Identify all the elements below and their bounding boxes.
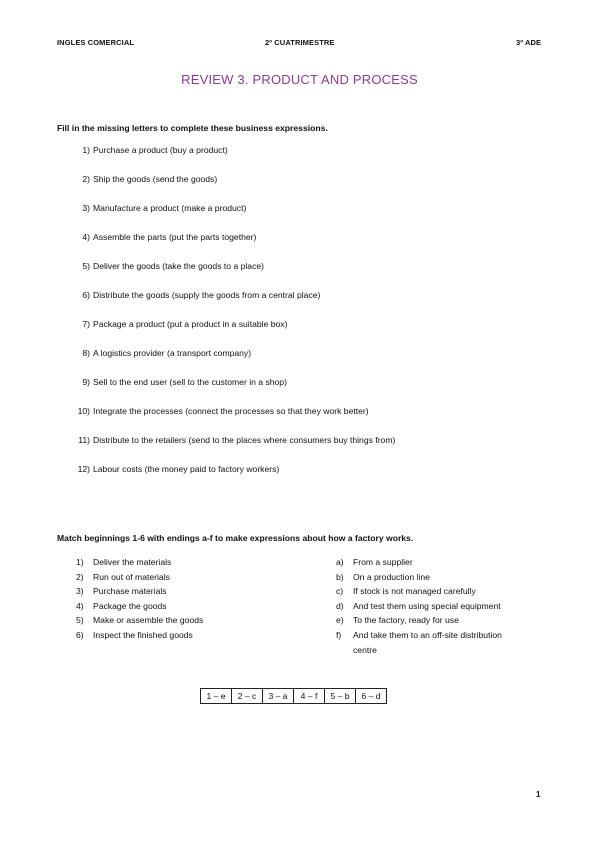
- page-number: 1: [536, 790, 541, 799]
- list-item: 1) Purchase a product (buy a product): [82, 145, 228, 155]
- answer-table: [200, 688, 387, 704]
- list-item: 11) Distribute to the retailers (send to the places where consumers buy things from): [78, 435, 396, 445]
- page-title: REVIEW 3. PRODUCT AND PROCESS: [181, 72, 418, 87]
- list-item: 6) Distribute the goods (supply the goods from a central place): [82, 290, 321, 300]
- list-item: 5) Deliver the goods (take the goods to a place): [82, 261, 265, 271]
- ending-continuation: centre: [353, 645, 377, 655]
- header-course: INGLES COMERCIAL: [57, 38, 135, 47]
- answer-cell: 4 – f: [294, 689, 325, 704]
- answer-cell: 1 – e: [201, 689, 232, 704]
- answer-cell: 3 – a: [263, 689, 294, 704]
- list-item: 10) Integrate the processes (connect the processes so that they work better): [77, 406, 369, 416]
- list-item: 12) Labour costs (the money paid to factory workers): [77, 464, 280, 474]
- exercise2-instruction: Match beginnings 1-6 with endings a-f to make expressions about how a factory works.: [57, 533, 414, 543]
- list-item: 2) Ship the goods (send the goods): [82, 174, 218, 184]
- list-item: 7) Package a product (put a product in a suitable box): [82, 319, 288, 329]
- exercise1-instruction: Fill in the missing letters to complete these business expressions.: [57, 123, 328, 133]
- table-row: [201, 689, 387, 704]
- header-term: 2º CUATRIMESTRE: [265, 38, 335, 47]
- list-item: 3) Manufacture a product (make a product): [82, 203, 247, 213]
- list-item: 9) Sell to the end user (sell to the customer in a shop): [82, 377, 287, 387]
- list-item: 4) Assemble the parts (put the parts together): [82, 232, 257, 242]
- answer-cell: 6 – d: [356, 689, 387, 704]
- list-item: 8) A logistics provider (a transport company): [82, 348, 252, 358]
- answer-cell: 5 – b: [325, 689, 356, 704]
- header-degree: 3º ADE: [516, 38, 542, 47]
- answer-cell: 2 – c: [232, 689, 263, 704]
